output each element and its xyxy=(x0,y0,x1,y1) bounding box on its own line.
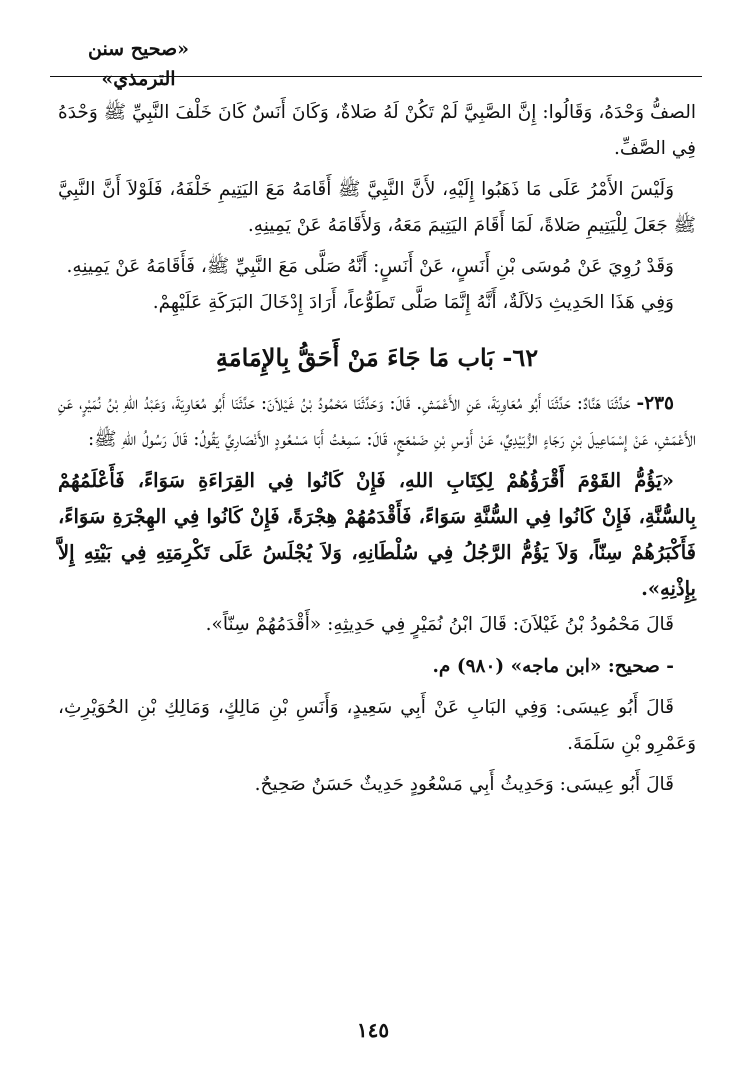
page-body xyxy=(58,95,696,803)
hadith-number: ٢٣٥- xyxy=(636,393,674,414)
isnad-text: حَدَّثَنَا هَنَّادٌ: حَدَّثَنَا أَبُو مُعَاوِيَةَ، عَنِ الأَعْمَشِ. قَالَ: وَحَدَّثَنَا مَحْمُودُ بْنُ غَيْلاَنَ: حَدَّثَنَا أَبُو مُعَاوِيَةَ، وَعَبْدُ اللهِ بْنُ نُمَيْرٍ، عَنِ الأَعْمَشِ، عَنْ إِسْمَاعِيلَ بْنِ رَجَاءٍ الزُّبَيْدِيِّ، عَنْ أَوْسِ بْنِ ضَمْعَجٍ، قَالَ: سَمِعْتُ أَبَا مَسْعُودٍ الأَنْصَارِيَّ يَقُولُ: قَالَ رَسُولُ اللهِ ﷺ: xyxy=(58,393,696,450)
running-head-title: «صحيح سنن الترمذي» xyxy=(87,38,189,90)
paragraph-2: وَلَيْسَ الأَمْرُ عَلَى مَا ذَهَبُوا إِلَيْهِ، لأَنَّ النَّبِيَّ ﷺ أَقَامَهُ مَعَ اليَتِيمِ خَلْفَهُ، فَلَوْلاَ أَنَّ النَّبِيَّ ﷺ جَعَلَ لِلْيَتِيمِ صَلاةً، لَمَا أَقَامَ اليَتِيمَ مَعَهُ، وَلأَقَامَهُ عَنْ يَمِينِهِ. xyxy=(58,179,696,236)
paragraph-3: وَقَدْ رُوِيَ عَنْ مُوسَى بْنِ أَنَسٍ، عَنْ أَنَسٍ: أَنَّهُ صَلَّى مَعَ النَّبِيِّ ﷺ، فَأَقَامَهُ عَنْ يَمِينِهِ. xyxy=(66,256,674,277)
paragraph-4: وَفِي هَذَا الحَدِيثِ دَلاَلَةٌ، أَنَّهُ إِنَّمَا صَلَّى تَطَوُّعاً، أَرَادَ إِدْخَالَ البَرَكَةِ عَلَيْهِمْ. xyxy=(152,291,674,313)
chapter-title: ٦٢- بَاب مَا جَاءَ مَنْ أَحَقُّ بِالإِمَامَةِ xyxy=(215,343,539,372)
hadith-isnad xyxy=(58,386,696,457)
note-mahmoud: قَالَ مَحْمُودُ بْنُ غَيْلاَنَ: قَالَ ابْنُ نُمَيْرٍ فِي حَدِيثِهِ: «أَقْدَمُهُمْ سِنّاً». xyxy=(205,614,674,635)
header-rule xyxy=(50,76,702,77)
paragraph-1: الصفُّ وَحْدَهُ، وَقَالُوا: إِنَّ الصَّبِيَّ لَمْ تَكُنْ لَهُ صَلاةٌ، وَكَانَ أَنَسٌ كَانَ خَلْفَ النَّبِيِّ ﷺ وَحْدَهُ فِي الصَّفِّ. xyxy=(58,102,696,159)
note-abu-isa-chapter: قَالَ أَبُو عِيسَى: وَفِي البَابِ عَنْ أَبِي سَعِيدٍ، وَأَنَسِ بْنِ مَالِكٍ، وَمَالِكِ بْنِ الحُوَيْرِثِ، وَعَمْرِو بْنِ سَلَمَةَ. xyxy=(58,697,696,754)
page-number: ١٤٥ xyxy=(356,1018,390,1042)
ruling-line: - صحيح: «ابن ماجه» (٩٨٠) م. xyxy=(432,655,674,677)
note-abu-isa-grade: قَالَ أَبُو عِيسَى: وَحَدِيثُ أَبِي مَسْعُودٍ حَدِيثٌ حَسَنٌ صَحِيحٌ. xyxy=(254,774,674,795)
hadith-matn: «يَؤُمُّ القَوْمَ أَقْرَؤُهُمْ لِكِتَابِ اللهِ، فَإِنْ كَانُوا فِي القِرَاءَةِ سَوَاءً، فَأَعْلَمُهُمْ بِالسُّنَّةِ، فَإِنْ كَانُوا فِي السُّنَّةِ سَوَاءً، فَأَقْدَمُهُمْ هِجْرَةً، فَإِنْ كَانُوا فِي الهِجْرَةِ سَوَاءً، فَأَكْبَرُهُمْ سِنّاً، وَلاَ يَؤُمُّ الرَّجُلُ فِي سُلْطَانِهِ، وَلاَ يُجْلَسُ عَلَى تَكْرِمَتِهِ فِي بَيْتِهِ إِلاَّ بِإِذْنِهِ». xyxy=(58,469,696,600)
